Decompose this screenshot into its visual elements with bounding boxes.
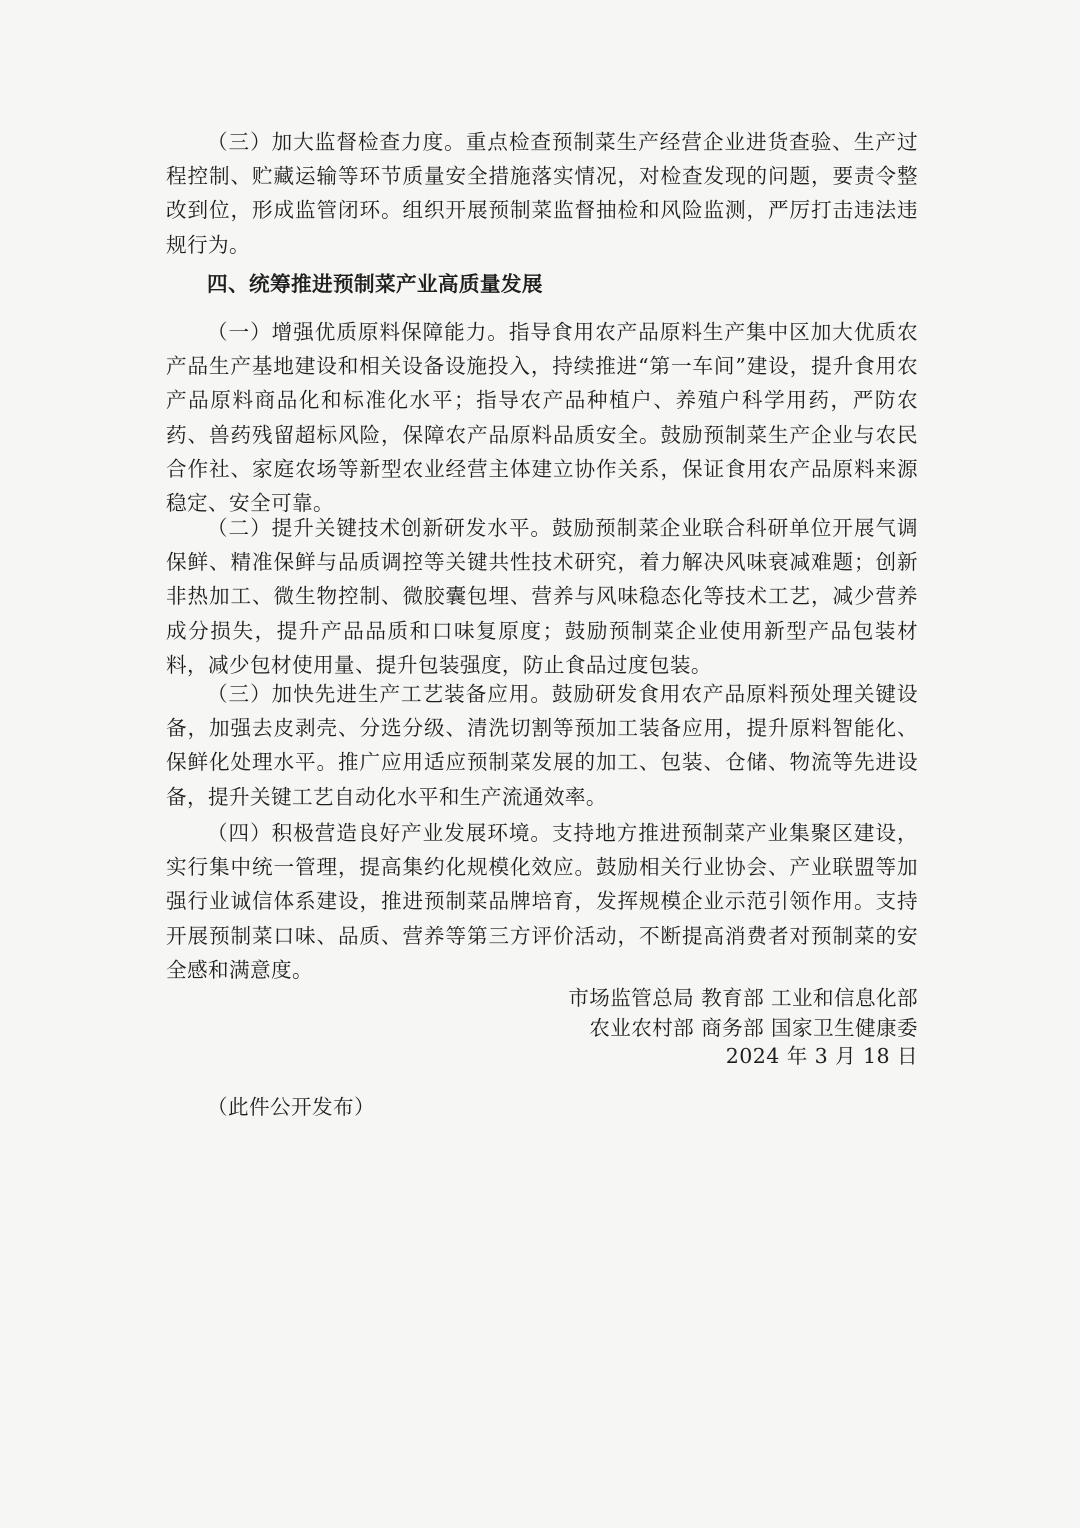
- signature-date: 2024 年 3 月 18 日: [725, 1044, 918, 1068]
- paragraph-equipment-application: （三）加快先进生产工艺装备应用。鼓励研发食用农产品原料预处理关键设备，加强去皮剥壳、分选分级、清洗切割等预加工装备应用，提升原料智能化、保鲜化处理水平。推广应用适应预制菜发展的加工、包装、仓储、物流等先进设备，提升关键工艺自动化水平和生产流通效率。: [166, 682, 918, 809]
- paragraph-technology-innovation: （二）提升关键技术创新研发水平。鼓励预制菜企业联合科研单位开展气调保鲜、精准保鲜与品质调控等关键共性技术研究，着力解决风味衰减难题；创新非热加工、微生物控制、微胶囊包埋、营养与风味稳态化等技术工艺，减少营养成分损失，提升产品品质和口味复原度；鼓励预制菜企业使用新型产品包装材料，减少包材使用量、提升包装强度，防止食品过度包装。: [166, 516, 918, 677]
- publication-note: （此件公开发布）: [207, 1095, 375, 1119]
- section-heading: 四、统筹推进预制菜产业高质量发展: [207, 272, 543, 296]
- paragraph-raw-material: （一）增强优质原料保障能力。指导食用农产品原料生产集中区加大优质农产品生产基地建设和相关设备设施投入，持续推进“第一车间”建设，提升食用农产品原料商品化和标准化水平；指导农产品种植户、养殖户科学用药，严防农药、兽药残留超标风险，保障农产品原料品质安全。鼓励预制菜生产企业与农民合作社、家庭农场等新型农业经营主体建立协作关系，保证食用农产品原料来源稳定、安全可靠。: [166, 320, 918, 516]
- paragraph-supervision-inspection: （三）加大监督检查力度。重点检查预制菜生产经营企业进货查验、生产过程控制、贮藏运输等环节质量安全措施落实情况，对检查发现的问题，要责令整改到位，形成监管闭环。组织开展预制菜监督抽检和风险监测，严厉打击违法违规行为。: [166, 130, 918, 257]
- paragraph-industry-environment: （四）积极营造良好产业发展环境。支持地方推进预制菜产业集聚区建设，实行集中统一管理，提高集约化规模化效应。鼓励相关行业协会、产业联盟等加强行业诚信体系建设，推进预制菜品牌培育，发挥规模企业示范引领作用。支持开展预制菜口味、品质、营养等第三方评价活动，不断提高消费者对预制菜的安全感和满意度。: [166, 821, 918, 982]
- signature-line-1: 市场监管总局 教育部 工业和信息化部: [568, 986, 918, 1010]
- signature-line-2: 农业农村部 商务部 国家卫生健康委: [589, 1016, 918, 1040]
